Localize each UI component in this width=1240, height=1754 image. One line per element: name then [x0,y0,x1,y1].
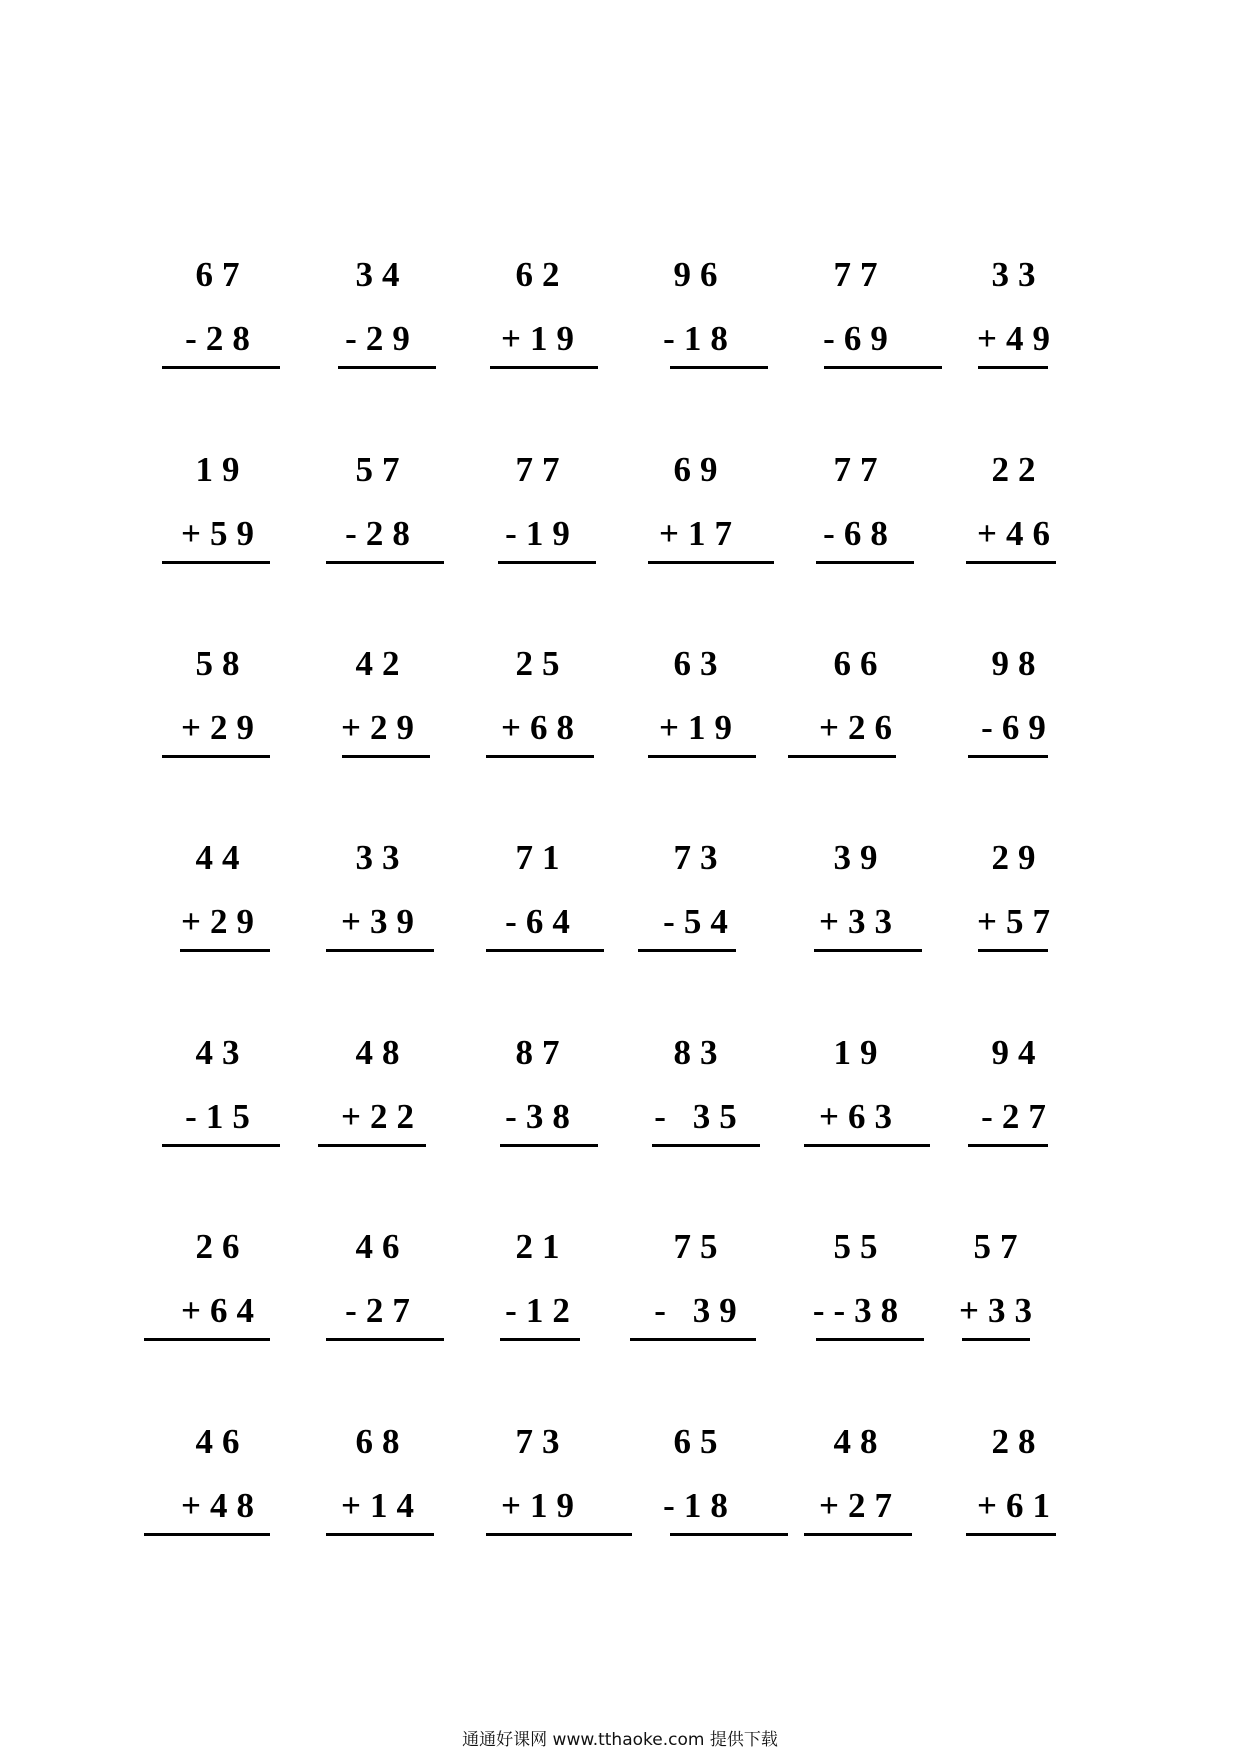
problem-bottom-number: +14 [341,1486,423,1525]
problem-top-number: 19 [833,1033,887,1072]
answer-line [342,755,430,758]
problem-bottom-number: - 39 [654,1291,746,1330]
problem-bottom-number: -19 [505,514,579,553]
answer-line [338,366,436,369]
problem-row-4 [0,838,1240,998]
problem-row-3 [0,644,1240,804]
problem-bottom-number: - 35 [654,1097,746,1136]
answer-line [162,755,270,758]
answer-line [180,949,270,952]
problem-bottom-number: +59 [181,514,263,553]
problem-bottom-number: --38 [812,1291,908,1330]
problem-bottom-number: -69 [981,708,1055,747]
problem-top-number: 62 [515,255,569,294]
problem-bottom-number: +19 [659,708,741,747]
problem-bottom-number: +39 [341,902,423,941]
problem-bottom-number: -29 [345,319,419,358]
problem-top-number: 75 [673,1227,727,1266]
answer-line [490,366,598,369]
problem-bottom-number: +64 [181,1291,263,1330]
problem-top-number: 48 [833,1422,887,1461]
problem-top-number: 33 [355,838,409,877]
problem-bottom-number: -54 [663,902,737,941]
problem-top-number: 46 [355,1227,409,1266]
problem-bottom-number: +29 [341,708,423,747]
problem-top-number: 19 [195,450,249,489]
answer-line [638,949,736,952]
problem-top-number: 69 [673,450,727,489]
problem-row-1 [0,255,1240,415]
answer-line [814,949,922,952]
answer-line [162,366,280,369]
problem-top-number: 77 [515,450,569,489]
problem-top-number: 87 [515,1033,569,1072]
answer-line [326,949,434,952]
problem-top-number: 58 [195,644,249,683]
problem-top-number: 66 [833,644,887,683]
problem-top-number: 48 [355,1033,409,1072]
problem-bottom-number: -28 [185,319,259,358]
problem-top-number: 98 [991,644,1045,683]
answer-line [652,1144,760,1147]
problem-bottom-number: +57 [977,902,1059,941]
problem-top-number: 55 [833,1227,887,1266]
answer-line [966,561,1056,564]
problem-bottom-number: +17 [659,514,741,553]
answer-line [816,1338,924,1341]
answer-line [500,1144,598,1147]
answer-line [144,1533,270,1536]
problem-top-number: 43 [195,1033,249,1072]
problem-bottom-number: -27 [345,1291,419,1330]
problem-top-number: 65 [673,1422,727,1461]
problem-bottom-number: +19 [501,1486,583,1525]
answer-line [144,1338,270,1341]
problem-top-number: 63 [673,644,727,683]
problem-bottom-number: +49 [977,319,1059,358]
problem-top-number: 25 [515,644,569,683]
problem-top-number: 68 [355,1422,409,1461]
answer-line [500,1338,580,1341]
answer-line [648,561,774,564]
answer-line [670,1533,788,1536]
answer-line [978,366,1048,369]
problem-bottom-number: -15 [185,1097,259,1136]
problem-bottom-number: -64 [505,902,579,941]
problem-bottom-number: +22 [341,1097,423,1136]
answer-line [162,561,270,564]
problem-bottom-number: +46 [977,514,1059,553]
problem-top-number: 28 [991,1422,1045,1461]
problem-bottom-number: +29 [181,902,263,941]
answer-line [630,1338,756,1341]
answer-line [486,1533,632,1536]
answer-line [968,1144,1048,1147]
problem-row-6 [0,1227,1240,1387]
problem-bottom-number: +19 [501,319,583,358]
problem-top-number: 22 [991,450,1045,489]
problem-bottom-number: +27 [819,1486,901,1525]
answer-line [966,1533,1056,1536]
answer-line [968,755,1048,758]
answer-line [804,1144,930,1147]
problem-top-number: 96 [673,255,727,294]
problem-bottom-number: -38 [505,1097,579,1136]
problem-top-number: 77 [833,255,887,294]
problem-top-number: 29 [991,838,1045,877]
problem-top-number: 94 [991,1033,1045,1072]
problem-bottom-number: -27 [981,1097,1055,1136]
problem-top-number: 42 [355,644,409,683]
problem-bottom-number: -68 [823,514,897,553]
problem-top-number: 33 [991,255,1045,294]
problem-bottom-number: +26 [819,708,901,747]
answer-line [962,1338,1030,1341]
problem-row-7 [0,1422,1240,1582]
problem-bottom-number: +63 [819,1097,901,1136]
problem-top-number: 57 [973,1227,1027,1266]
answer-line [162,1144,280,1147]
answer-line [486,949,604,952]
problem-top-number: 67 [195,255,249,294]
problem-bottom-number: +29 [181,708,263,747]
problem-bottom-number: +33 [959,1291,1041,1330]
answer-line [326,1338,444,1341]
problem-top-number: 83 [673,1033,727,1072]
problem-top-number: 73 [673,838,727,877]
answer-line [804,1533,912,1536]
answer-line [816,561,914,564]
answer-line [486,755,594,758]
problem-bottom-number: +33 [819,902,901,941]
problem-bottom-number: -12 [505,1291,579,1330]
problem-bottom-number: +48 [181,1486,263,1525]
problem-top-number: 21 [515,1227,569,1266]
problem-top-number: 39 [833,838,887,877]
answer-line [326,561,444,564]
answer-line [788,755,896,758]
answer-line [498,561,596,564]
answer-line [824,366,942,369]
problem-bottom-number: -18 [663,1486,737,1525]
problem-top-number: 57 [355,450,409,489]
problem-top-number: 73 [515,1422,569,1461]
problem-top-number: 71 [515,838,569,877]
answer-line [978,949,1048,952]
problem-bottom-number: +68 [501,708,583,747]
problem-top-number: 77 [833,450,887,489]
problem-bottom-number: -69 [823,319,897,358]
answer-line [326,1533,434,1536]
footer-source-text: 通通好课网 www.tthaoke.com 提供下载 [462,1730,778,1750]
answer-line [670,366,768,369]
problem-top-number: 34 [355,255,409,294]
answer-line [318,1144,426,1147]
problem-top-number: 46 [195,1422,249,1461]
problem-bottom-number: +61 [977,1486,1059,1525]
problem-top-number: 44 [195,838,249,877]
problem-row-5 [0,1033,1240,1193]
problem-top-number: 26 [195,1227,249,1266]
problem-bottom-number: -18 [663,319,737,358]
answer-line [648,755,756,758]
problem-bottom-number: -28 [345,514,419,553]
problem-row-2 [0,450,1240,610]
